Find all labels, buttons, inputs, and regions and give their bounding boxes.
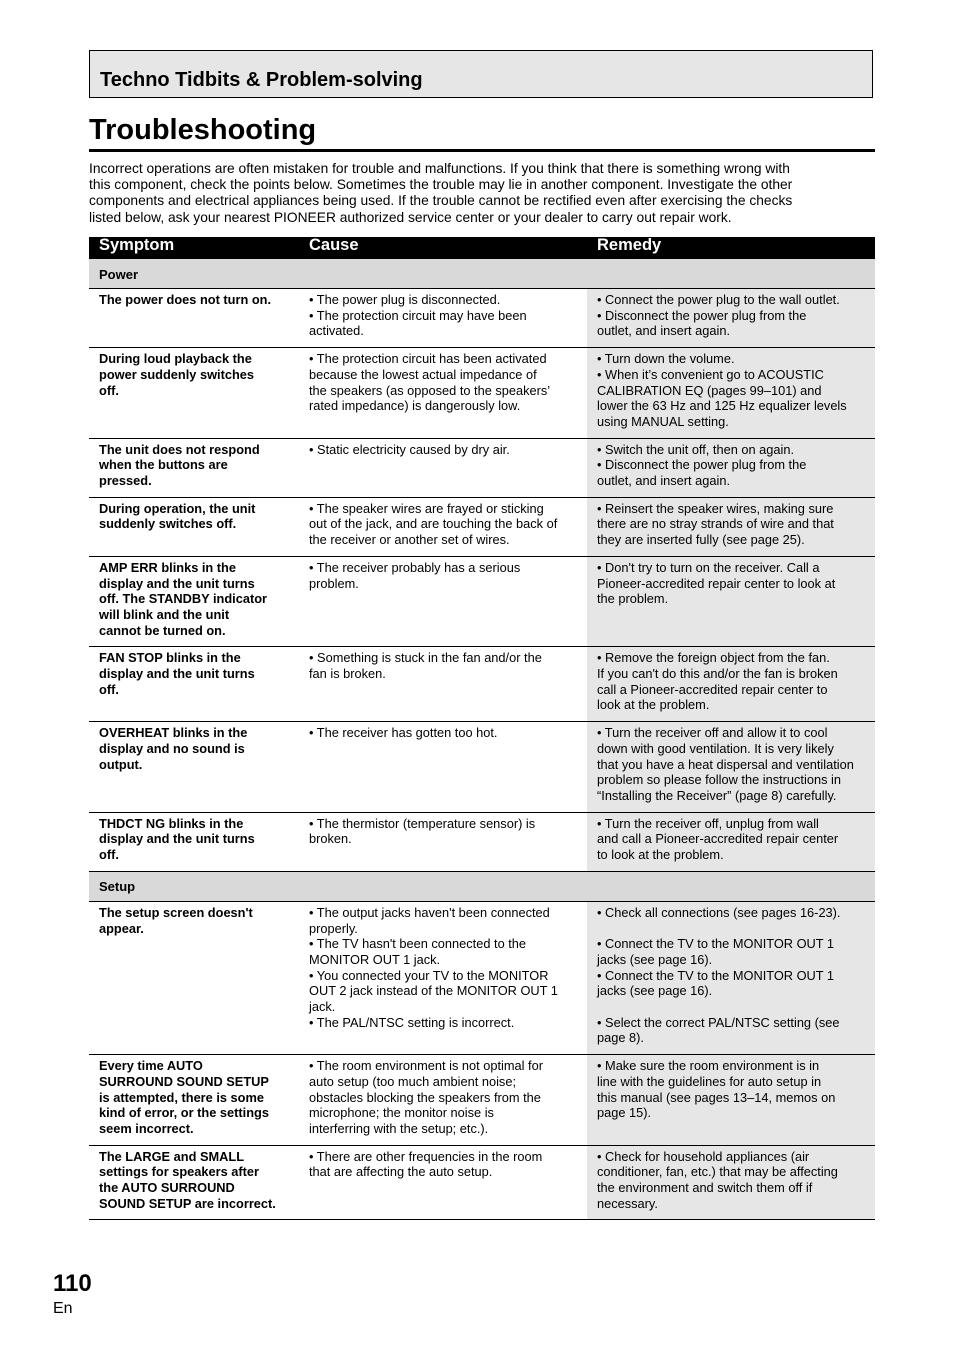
- header-remedy: Remedy: [587, 237, 875, 259]
- remedy-line: • Disconnect the power plug from the: [597, 307, 807, 323]
- cause-cell: [299, 556, 587, 647]
- page-language: En: [53, 1300, 73, 1317]
- remedy-line: • Switch the unit off, then on again.: [597, 441, 795, 457]
- cause-line: • Something is stuck in the fan and/or the: [309, 650, 542, 666]
- remedy-cell: [587, 1055, 875, 1146]
- symptom-line: The unit does not respond: [99, 441, 260, 457]
- cause-line: auto setup (too much ambient noise;: [309, 1073, 517, 1089]
- symptom-line: display and the unit turns: [99, 575, 255, 591]
- cause-line: problem.: [309, 575, 359, 591]
- symptom-line: cannot be turned on.: [99, 622, 226, 638]
- page-number: 110: [53, 1270, 92, 1297]
- remedy-line: call a Pioneer-accredited repair center to: [597, 681, 828, 697]
- symptom-line: The power does not turn on.: [99, 292, 272, 307]
- remedy-line: outlet, and insert again.: [597, 473, 731, 489]
- cause-line: that are affecting the auto setup.: [309, 1164, 493, 1180]
- remedy-cell: [587, 901, 875, 1054]
- symptom-cell: [89, 647, 299, 722]
- remedy-line: • Connect the power plug to the wall outlet.: [597, 292, 840, 307]
- remedy-line: • Don't try to turn on the receiver. Call a: [597, 559, 820, 575]
- remedy-line: • Make sure the room environment is in: [597, 1058, 820, 1074]
- symptom-cell: [89, 497, 299, 556]
- table-row: [89, 1055, 875, 1146]
- remedy-line: • Turn the receiver off and allow it to cool: [597, 725, 828, 741]
- header-symptom: Symptom: [89, 237, 299, 259]
- remedy-line: problem so please follow the instructions in: [597, 772, 841, 788]
- symptom-line: off.: [99, 847, 119, 863]
- cause-line: • The power plug is disconnected.: [309, 292, 501, 307]
- cause-cell: [299, 722, 587, 813]
- remedy-line: jacks (see page 16).: [597, 983, 713, 999]
- remedy-line: this manual (see pages 13–14, memos on: [597, 1089, 836, 1105]
- intro-line: Incorrect operations are often mistaken for trouble and malfunctions. If you think that there is something wrong with: [89, 161, 790, 176]
- remedy-line: • Remove the foreign object from the fan.: [597, 650, 830, 666]
- category-row: [89, 871, 875, 901]
- remedy-cell: [587, 348, 875, 439]
- cause-line: • Static electricity caused by dry air.: [309, 441, 510, 457]
- page-title: Troubleshooting: [89, 114, 317, 146]
- cause-cell: [299, 348, 587, 439]
- symptom-line: AMP ERR blinks in the: [99, 559, 236, 575]
- cause-line: jack.: [309, 999, 336, 1015]
- remedy-line: to look at the problem.: [597, 847, 724, 863]
- table-row: [89, 438, 875, 497]
- symptom-line: kind of error, or the settings: [99, 1105, 269, 1121]
- remedy-line: • Turn the receiver off, unplug from wall: [597, 815, 819, 831]
- cause-cell: [299, 1055, 587, 1146]
- intro-line: components and electrical appliances being used. If the trouble cannot be rectified even after exercising the checks: [89, 193, 793, 209]
- remedy-cell: [587, 289, 875, 348]
- remedy-line: line with the guidelines for auto setup in: [597, 1073, 822, 1089]
- remedy-line: outlet, and insert again.: [597, 323, 731, 339]
- cause-line: • The receiver has gotten too hot.: [309, 725, 498, 741]
- header-cause: Cause: [299, 237, 587, 259]
- table-row: [89, 289, 875, 348]
- symptom-cell: [89, 722, 299, 813]
- cause-line: activated.: [309, 323, 364, 339]
- symptom-line: SOUND SETUP are incorrect.: [99, 1195, 276, 1211]
- remedy-line: the problem.: [597, 591, 669, 607]
- cause-line: out of the jack, and are touching the back of: [309, 516, 558, 532]
- cause-line: • There are other frequencies in the room: [309, 1148, 543, 1164]
- symptom-cell: [89, 901, 299, 1054]
- symptom-line: the AUTO SURROUND: [99, 1180, 235, 1196]
- symptom-cell: [89, 348, 299, 439]
- cause-cell: [299, 289, 587, 348]
- cause-line: • The thermistor (temperature sensor) is: [309, 815, 536, 831]
- cause-line: • The protection circuit may have been: [309, 307, 527, 323]
- symptom-line: display and the unit turns: [99, 666, 255, 682]
- cause-line: the speakers (as opposed to the speakers’: [309, 382, 551, 398]
- cause-line: the receiver or another set of wires.: [309, 532, 510, 548]
- intro-line: listed below, ask your nearest PIONEER authorized service center or your dealer to carry out repair work.: [89, 209, 732, 225]
- remedy-line: they are inserted fully (see page 25).: [597, 532, 805, 548]
- symptom-cell: [89, 556, 299, 647]
- cause-cell: [299, 901, 587, 1054]
- remedy-line: the environment and switch them off if: [597, 1180, 813, 1196]
- remedy-line: If you can't do this and/or the fan is broken: [597, 666, 838, 682]
- cause-line: • The TV hasn't been connected to the: [309, 936, 527, 952]
- remedy-line: • Check for household appliances (air: [597, 1148, 810, 1164]
- category-row: [89, 259, 875, 289]
- symptom-line: FAN STOP blinks in the: [99, 650, 241, 666]
- intro-line: this component, check the points below. Sometimes the trouble may lie in another component. Investigate the other: [89, 177, 793, 193]
- remedy-cell: [587, 497, 875, 556]
- remedy-cell: [587, 1145, 875, 1220]
- symptom-line: output.: [99, 756, 143, 772]
- cause-line: • The receiver probably has a serious: [309, 559, 521, 575]
- symptom-line: off.: [99, 681, 119, 697]
- cause-line: fan is broken.: [309, 666, 386, 682]
- cause-line: • The speaker wires are frayed or sticking: [309, 500, 544, 516]
- cause-line: • The room environment is not optimal for: [309, 1058, 543, 1074]
- remedy-cell: [587, 812, 875, 871]
- remedy-line: • Turn down the volume.: [597, 351, 735, 367]
- symptom-line: appear.: [99, 920, 144, 936]
- symptom-line: Every time AUTO: [99, 1058, 203, 1074]
- table-row: [89, 722, 875, 813]
- symptom-line: The LARGE and SMALL: [99, 1148, 245, 1164]
- symptom-line: During operation, the unit: [99, 500, 256, 516]
- remedy-line: CALIBRATION EQ (pages 99–101) and: [597, 382, 822, 398]
- remedy-line: jacks (see page 16).: [597, 951, 713, 967]
- remedy-cell: [587, 722, 875, 813]
- section-header: [89, 50, 873, 98]
- remedy-line: • Reinsert the speaker wires, making sure: [597, 500, 834, 516]
- symptom-line: suddenly switches off.: [99, 516, 237, 532]
- remedy-cell: [587, 556, 875, 647]
- remedy-line: Pioneer-accredited repair center to look at: [597, 575, 836, 591]
- table-row: [89, 901, 875, 1054]
- table-row: [89, 348, 875, 439]
- symptom-line: when the buttons are: [99, 457, 228, 473]
- symptom-line: SURROUND SOUND SETUP: [99, 1073, 269, 1089]
- symptom-cell: [89, 1145, 299, 1220]
- symptom-line: off. The STANDBY indicator: [99, 591, 268, 607]
- table-row: [89, 647, 875, 722]
- remedy-line: • Connect the TV to the MONITOR OUT 1: [597, 967, 835, 983]
- symptom-cell: [89, 438, 299, 497]
- cause-line: MONITOR OUT 1 jack.: [309, 951, 441, 967]
- symptom-line: off.: [99, 382, 119, 398]
- cause-cell: [299, 647, 587, 722]
- cause-cell: [299, 1145, 587, 1220]
- symptom-cell: [89, 289, 299, 348]
- remedy-line: • Select the correct PAL/NTSC setting (see: [597, 1014, 840, 1030]
- remedy-cell: [587, 647, 875, 722]
- cause-line: broken.: [309, 831, 352, 847]
- cause-line: • The output jacks haven't been connected: [309, 904, 550, 920]
- symptom-line: The setup screen doesn't: [99, 904, 253, 920]
- cause-line: • The protection circuit has been activated: [309, 351, 547, 367]
- symptom-line: is attempted, there is some: [99, 1089, 264, 1105]
- remedy-line: look at the problem.: [597, 697, 710, 713]
- remedy-line: page 8).: [597, 1030, 644, 1046]
- table-row: [89, 1145, 875, 1220]
- remedy-line: and call a Pioneer-accredited repair center: [597, 831, 839, 847]
- remedy-line: lower the 63 Hz and 125 Hz equalizer levels: [597, 398, 847, 414]
- cause-line: interferring with the setup; etc.).: [309, 1120, 489, 1136]
- remedy-cell: [587, 438, 875, 497]
- cause-cell: [299, 497, 587, 556]
- cause-line: • The PAL/NTSC setting is incorrect.: [309, 1014, 515, 1030]
- table-row: [89, 497, 875, 556]
- remedy-line: using MANUAL setting.: [597, 413, 729, 429]
- symptom-line: power suddenly switches: [99, 366, 255, 382]
- remedy-line: that you have a heat dispersal and ventilation: [597, 756, 854, 772]
- symptom-line: During loud playback the: [99, 351, 252, 367]
- remedy-line: conditioner, fan, etc.) that may be affecting: [597, 1164, 838, 1180]
- remedy-line: page 15).: [597, 1105, 652, 1121]
- symptom-line: display and no sound is: [99, 740, 245, 756]
- remedy-line: • Connect the TV to the MONITOR OUT 1: [597, 936, 835, 952]
- symptom-cell: [89, 1055, 299, 1146]
- remedy-line: down with good ventilation. It is very likely: [597, 740, 834, 756]
- cause-line: obstacles blocking the speakers from the: [309, 1089, 541, 1105]
- symptom-line: will blink and the unit: [99, 606, 230, 622]
- table-row: [89, 812, 875, 871]
- remedy-line: necessary.: [597, 1195, 658, 1211]
- remedy-line: • When it’s convenient go to ACOUSTIC: [597, 366, 824, 382]
- remedy-line: • Check all connections (see pages 16-23).: [597, 904, 841, 920]
- symptom-line: seem incorrect.: [99, 1120, 194, 1136]
- cause-cell: [299, 812, 587, 871]
- table-row: [89, 556, 875, 647]
- cause-line: because the lowest actual impedance of: [309, 366, 537, 382]
- troubleshooting-table: [89, 237, 875, 1220]
- symptom-line: THDCT NG blinks in the: [99, 815, 244, 831]
- table-body: [89, 259, 875, 1220]
- symptom-line: settings for speakers after: [99, 1164, 260, 1180]
- cause-line: OUT 2 jack instead of the MONITOR OUT 1: [309, 983, 558, 999]
- section-title: Techno Tidbits & Problem-solving: [100, 69, 423, 91]
- cause-line: rated impedance) is dangerously low.: [309, 398, 521, 414]
- title-rule: [89, 149, 875, 152]
- category-label: Setup: [89, 871, 875, 901]
- table-header-row: [89, 237, 875, 259]
- remedy-line: [597, 921, 865, 937]
- cause-cell: [299, 438, 587, 497]
- symptom-cell: [89, 812, 299, 871]
- remedy-line: there are no stray strands of wire and that: [597, 516, 834, 532]
- symptom-line: display and the unit turns: [99, 831, 255, 847]
- cause-line: • You connected your TV to the MONITOR: [309, 967, 549, 983]
- intro-paragraph: [89, 161, 875, 226]
- remedy-line: “Installing the Receiver” (page 8) carefully.: [597, 787, 837, 803]
- category-label: Power: [89, 259, 875, 289]
- symptom-line: OVERHEAT blinks in the: [99, 725, 248, 741]
- remedy-line: • Disconnect the power plug from the: [597, 457, 807, 473]
- cause-line: microphone; the monitor noise is: [309, 1105, 494, 1121]
- symptom-line: pressed.: [99, 473, 152, 489]
- remedy-line: [597, 999, 865, 1015]
- cause-line: properly.: [309, 920, 358, 936]
